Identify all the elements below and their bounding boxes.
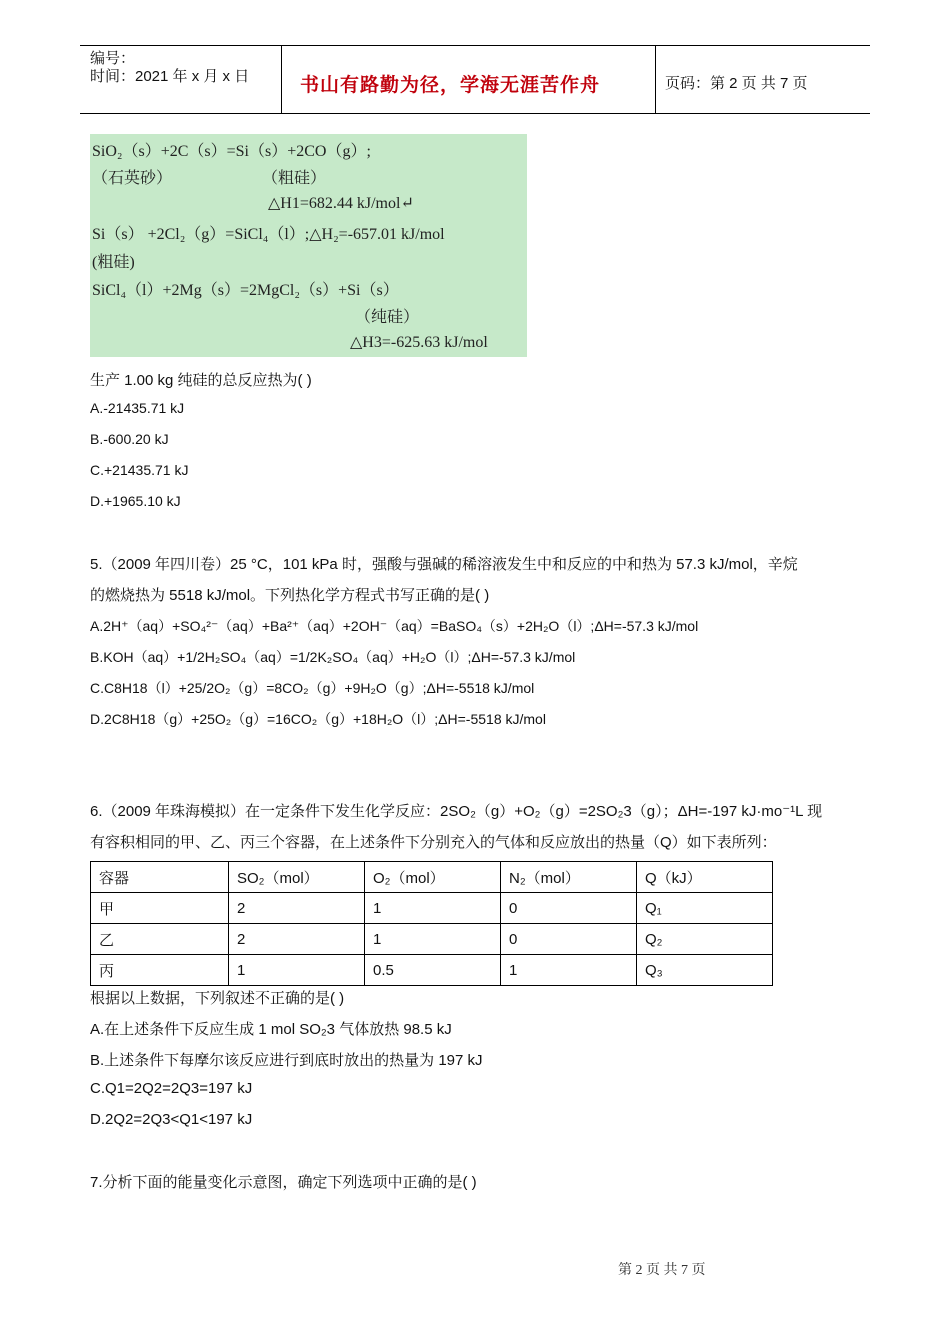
formula-line-3: △H1=682.44 kJ/mol↵ (268, 195, 414, 212)
q6-stem-line-2: 有容积相同的甲、乙、丙三个容器，在上述条件下分别充入的气体和反应放出的热量（Q）如下表所列： (90, 834, 777, 851)
header-time-label: 时间：2021 年 x 月 x 日 (90, 68, 250, 85)
q6-ask: 根据以上数据，下列叙述不正确的是( ) (90, 990, 345, 1007)
table-cell: Q₂ (637, 924, 773, 955)
table-cell: 0.5 (365, 955, 501, 986)
q6-stem-line-1: 6.（2009 年珠海模拟）在一定条件下发生化学反应：2SO₂（g）+O₂（g）=2SO₂3（g）；ΔH=-197 kJ·mo⁻¹L 现 (90, 803, 823, 820)
q5-stem-line-2: 的燃烧热为 5518 kJ/mol。下列热化学方程式书写正确的是( ) (90, 587, 490, 604)
q4-option-d: D.+1965.10 kJ (90, 493, 181, 509)
q6-option-a: A.在上述条件下反应生成 1 mol SO₂3 气体放热 98.5 kJ (90, 1021, 452, 1038)
formula-line-2b: （粗硅） (262, 170, 327, 187)
formula-line-7: （纯硅） (355, 309, 420, 326)
table-header-cell: 容器 (91, 862, 229, 893)
table-row (91, 955, 773, 986)
formula-line-6: SiCl₄（l）+2Mg（s）=2MgCl₂（s）+Si（s） (92, 282, 399, 299)
table-header-cell: N₂（mol） (501, 862, 637, 893)
header-page-info: 页码：第 2 页 共 7 页 (665, 75, 808, 92)
formula-line-4: Si（s） +2Cl₂（g）=SiCl₄（l）;△H₂=-657.01 kJ/mol (92, 226, 445, 243)
header-top-rule (80, 45, 870, 46)
formula-line-8: △H3=-625.63 kJ/mol (350, 334, 488, 351)
q6-option-b: B.上述条件下每摩尔该反应进行到底时放出的热量为 197 kJ (90, 1052, 483, 1069)
table-cell: 1 (229, 955, 365, 986)
q6-data-table (90, 861, 773, 986)
table-cell: 0 (501, 893, 637, 924)
q4-option-b: B.-600.20 kJ (90, 431, 169, 447)
table-header-cell: O₂（mol） (365, 862, 501, 893)
table-header-cell: Q（kJ） (637, 862, 773, 893)
table-cell: Q₁ (637, 893, 773, 924)
q5-stem-line-1: 5.（2009 年四川卷）25 °C，101 kPa 时，强酸与强碱的稀溶液发生中和反应的中和热为 57.3 kJ/mol，辛烷 (90, 556, 798, 573)
table-cell: 1 (365, 893, 501, 924)
table-header-cell: SO₂（mol） (229, 862, 365, 893)
table-cell: 乙 (91, 924, 229, 955)
table-row (91, 893, 773, 924)
q4-stem: 生产 1.00 kg 纯硅的总反应热为( ) (90, 372, 312, 389)
table-cell: 1 (501, 955, 637, 986)
table-cell: 丙 (91, 955, 229, 986)
q6-option-c: C.Q1=2Q2=2Q3=197 kJ (90, 1080, 253, 1097)
table-header-row (91, 862, 773, 893)
q5-option-a: A.2H⁺（aq）+SO₄²⁻（aq）+Ba²⁺（aq）+2OH⁻（aq）=BaSO₄（s）+2H₂O（l）;ΔH=-57.3 kJ/mol (90, 618, 699, 634)
q7-stem: 7.分析下面的能量变化示意图，确定下列选项中正确的是( ) (90, 1174, 477, 1191)
header-divider-right (655, 45, 656, 113)
formula-line-2a: （石英砂） (92, 170, 173, 187)
q4-option-a: A.-21435.71 kJ (90, 400, 185, 416)
header-number-label: 编号： (90, 50, 136, 67)
formula-image (90, 134, 527, 357)
header-divider-left (281, 45, 282, 113)
table-cell: 2 (229, 924, 365, 955)
q5-option-c: C.C8H18（l）+25/2O₂（g）=8CO₂（g）+9H₂O（g）;ΔH=-5518 kJ/mol (90, 680, 535, 696)
table-cell: 2 (229, 893, 365, 924)
q4-option-c: C.+21435.71 kJ (90, 462, 189, 478)
q5-option-d: D.2C8H18（g）+25O₂（g）=16CO₂（g）+18H₂O（l）;ΔH=-5518 kJ/mol (90, 711, 546, 727)
q5-option-b: B.KOH（aq）+1/2H₂SO₄（aq）=1/2K₂SO₄（aq）+H₂O（l）;ΔH=-57.3 kJ/mol (90, 649, 576, 665)
table-row (91, 924, 773, 955)
header-bottom-rule (80, 113, 870, 114)
formula-line-1: SiO₂（s）+2C（s）=Si（s）+2CO（g）; (92, 143, 371, 160)
table-cell: Q₃ (637, 955, 773, 986)
table-cell: 1 (365, 924, 501, 955)
q6-option-d: D.2Q2=2Q3<Q1<197 kJ (90, 1111, 253, 1128)
formula-line-5: (粗硅) (92, 254, 135, 271)
table-cell: 甲 (91, 893, 229, 924)
table-cell: 0 (501, 924, 637, 955)
footer-page-number: 第 2 页 共 7 页 (618, 1263, 706, 1278)
header-motto: 书山有路勤为径，学海无涯苦作舟 (300, 74, 601, 96)
